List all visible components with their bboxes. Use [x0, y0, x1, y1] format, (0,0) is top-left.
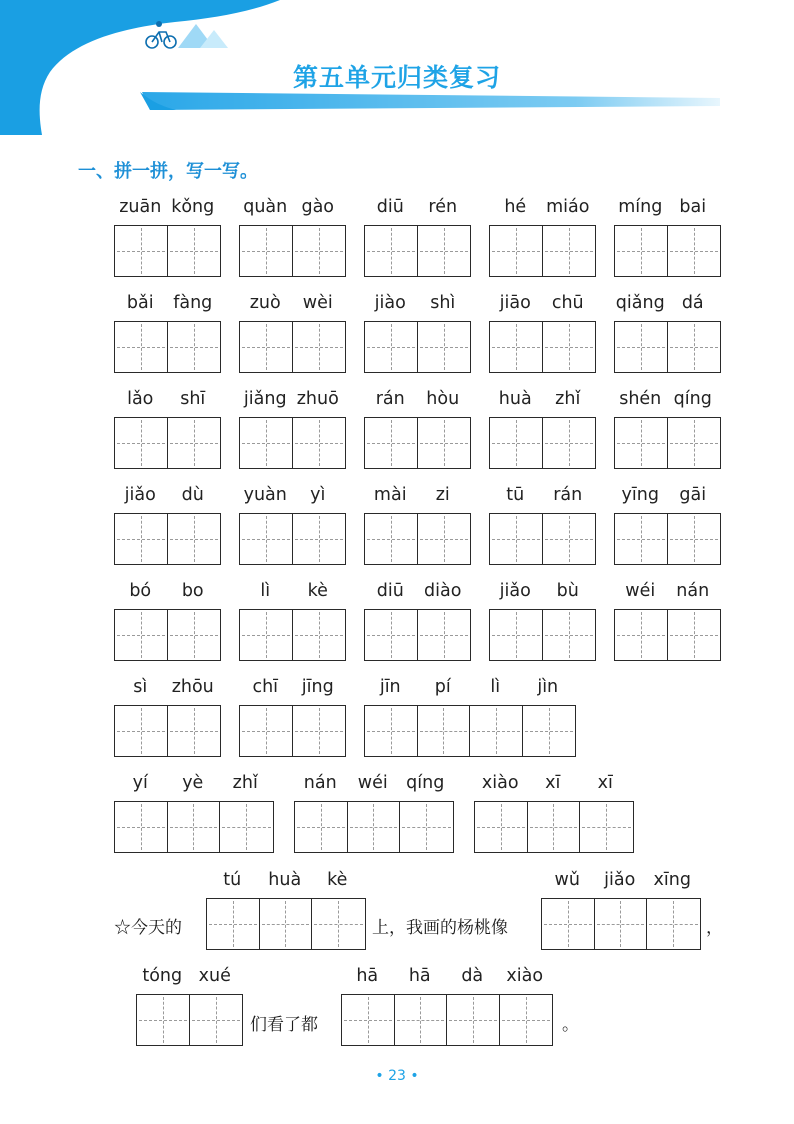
- pinyin-syllable: xué: [198, 966, 231, 986]
- writing-cell[interactable]: [595, 899, 648, 949]
- writing-cell[interactable]: [615, 514, 668, 564]
- pinyin-label: [239, 677, 346, 701]
- writing-cell[interactable]: [240, 418, 293, 468]
- writing-cell[interactable]: [543, 610, 596, 660]
- tian-grid: [114, 609, 221, 661]
- writing-cell[interactable]: [490, 418, 543, 468]
- pinyin-syllable: dà: [461, 966, 484, 986]
- tian-grid: [489, 321, 596, 373]
- pinyin-syllable: bai: [679, 197, 707, 217]
- writing-cell[interactable]: [668, 226, 721, 276]
- writing-cell[interactable]: [365, 322, 418, 372]
- pinyin-syllable: lǎo: [127, 389, 154, 409]
- pinyin-syllable: bù: [556, 581, 579, 601]
- sentence-prefix: ☆今天的: [114, 918, 182, 938]
- pinyin-label: [489, 581, 596, 605]
- pinyin-syllable: zhuō: [296, 389, 339, 409]
- writing-cell[interactable]: [168, 514, 221, 564]
- writing-cell[interactable]: [342, 995, 395, 1045]
- tian-grid: [114, 513, 221, 565]
- exercise-item: [614, 197, 721, 279]
- pinyin-syllable: mài: [373, 485, 407, 505]
- writing-cell[interactable]: [168, 322, 221, 372]
- writing-cell[interactable]: [543, 418, 596, 468]
- pinyin-label: [489, 293, 596, 317]
- pinyin-syllable: nán: [676, 581, 710, 601]
- writing-cell[interactable]: [115, 802, 168, 852]
- pinyin-syllable: yì: [310, 485, 326, 505]
- tian-grid: [114, 705, 221, 757]
- writing-cell[interactable]: [418, 610, 471, 660]
- exercise-item: [364, 389, 471, 471]
- pinyin-syllable: jiǎng: [243, 389, 287, 409]
- pinyin-label: [614, 389, 721, 413]
- writing-cell[interactable]: [668, 514, 721, 564]
- tian-grid: [364, 609, 471, 661]
- writing-cell[interactable]: [543, 514, 596, 564]
- pinyin-label: [114, 197, 221, 221]
- pinyin-label: [489, 197, 596, 221]
- pinyin-syllable: rén: [428, 197, 458, 217]
- tian-grid: [364, 705, 576, 757]
- pinyin-syllable: chī: [252, 677, 279, 697]
- tian-grid: [364, 417, 471, 469]
- writing-cell[interactable]: [295, 802, 348, 852]
- pinyin-syllable: shén: [619, 389, 662, 409]
- writing-cell[interactable]: [418, 706, 471, 756]
- tian-grid: [489, 513, 596, 565]
- pinyin-label: [239, 197, 346, 221]
- tian-grid: [114, 417, 221, 469]
- tian-grid: [489, 417, 596, 469]
- writing-cell[interactable]: [418, 322, 471, 372]
- writing-cell[interactable]: [418, 418, 471, 468]
- exercise-item: [364, 581, 471, 663]
- writing-cell[interactable]: [500, 995, 553, 1045]
- pinyin-syllable: diū: [376, 581, 404, 601]
- pinyin-syllable: dá: [681, 293, 704, 313]
- tian-grid: [294, 801, 454, 853]
- tian-grid: [364, 513, 471, 565]
- writing-cell[interactable]: [365, 610, 418, 660]
- writing-cell[interactable]: [168, 226, 221, 276]
- pinyin-syllable: zuān: [119, 197, 162, 217]
- pinyin-label: [294, 773, 454, 797]
- pinyin-label: [239, 485, 346, 509]
- pinyin-syllable: yí: [132, 773, 148, 793]
- exercise-item: [114, 293, 221, 375]
- pinyin-syllable: gāi: [679, 485, 707, 505]
- tian-grid: [541, 898, 701, 950]
- pinyin-syllable: bǎi: [126, 293, 154, 313]
- writing-cell[interactable]: [365, 706, 418, 756]
- tian-grid: [489, 609, 596, 661]
- pinyin-syllable: shī: [180, 389, 206, 409]
- exercise-item: [294, 773, 454, 855]
- pinyin-syllable: kè: [327, 870, 348, 890]
- pinyin-syllable: rán: [553, 485, 583, 505]
- writing-cell[interactable]: [137, 995, 190, 1045]
- pinyin-syllable: wǔ: [554, 870, 580, 890]
- exercise-item: [114, 485, 221, 567]
- writing-cell[interactable]: [115, 226, 168, 276]
- pinyin-syllable: míng: [618, 197, 663, 217]
- exercise-item: [489, 293, 596, 375]
- writing-cell[interactable]: [615, 418, 668, 468]
- writing-cell[interactable]: [293, 322, 346, 372]
- writing-cell[interactable]: [312, 899, 365, 949]
- writing-cell[interactable]: [293, 514, 346, 564]
- writing-cell[interactable]: [418, 514, 471, 564]
- writing-cell[interactable]: [115, 514, 168, 564]
- pinyin-label: [114, 293, 221, 317]
- pinyin-label: [364, 485, 471, 509]
- tian-grid: [239, 609, 346, 661]
- tian-grid: [614, 609, 721, 661]
- writing-cell[interactable]: [220, 802, 273, 852]
- exercise-item: [239, 389, 346, 471]
- tian-grid: [474, 801, 634, 853]
- writing-cell[interactable]: [400, 802, 453, 852]
- pinyin-label: [239, 293, 346, 317]
- pinyin-label: [114, 581, 221, 605]
- pinyin-syllable: tū: [506, 485, 525, 505]
- writing-cell[interactable]: [115, 706, 168, 756]
- pinyin-syllable: hòu: [426, 389, 460, 409]
- exercise-item: [239, 197, 346, 279]
- exercise-item: [114, 197, 221, 279]
- writing-cell[interactable]: [543, 322, 596, 372]
- pinyin-label: [614, 293, 721, 317]
- writing-cell[interactable]: [240, 706, 293, 756]
- tian-grid: [614, 513, 721, 565]
- writing-cell[interactable]: [190, 995, 243, 1045]
- tian-grid: [239, 321, 346, 373]
- tian-grid: [364, 225, 471, 277]
- pinyin-label: [114, 485, 221, 509]
- pinyin-syllable: fàng: [173, 293, 213, 313]
- pinyin-syllable: jīng: [301, 677, 334, 697]
- exercise-item: [114, 677, 221, 759]
- writing-cell[interactable]: [615, 226, 668, 276]
- exercise-item: [614, 293, 721, 375]
- pinyin-syllable: jiào: [374, 293, 406, 313]
- writing-cell[interactable]: [240, 322, 293, 372]
- writing-cell[interactable]: [168, 418, 221, 468]
- exercise-item: [474, 773, 634, 855]
- exercise-item: [341, 966, 553, 1048]
- pinyin-syllable: wèi: [302, 293, 333, 313]
- writing-cell[interactable]: [475, 802, 528, 852]
- section-heading: 一、拼一拼，写一写。: [78, 161, 258, 182]
- pinyin-syllable: zhǐ: [232, 773, 258, 793]
- writing-cell[interactable]: [115, 418, 168, 468]
- exercise-item: [239, 293, 346, 375]
- pinyin-syllable: nán: [303, 773, 337, 793]
- pinyin-syllable: miáo: [546, 197, 590, 217]
- pinyin-label: [364, 197, 471, 221]
- pinyin-label: [364, 581, 471, 605]
- writing-cell[interactable]: [240, 610, 293, 660]
- exercise-item: [489, 581, 596, 663]
- pinyin-syllable: wéi: [625, 581, 656, 601]
- pinyin-syllable: kè: [307, 581, 328, 601]
- exercise-item: [239, 677, 346, 759]
- pinyin-syllable: yuàn: [243, 485, 287, 505]
- sentence-before-last: 们看了都: [250, 1015, 318, 1035]
- exercise-item: [206, 870, 366, 952]
- writing-cell[interactable]: [395, 995, 448, 1045]
- sentence-period: 。: [562, 1015, 579, 1035]
- pinyin-syllable: jiāo: [499, 293, 531, 313]
- writing-cell[interactable]: [365, 418, 418, 468]
- pinyin-syllable: hā: [356, 966, 379, 986]
- tian-grid: [341, 994, 553, 1046]
- writing-cell[interactable]: [260, 899, 313, 949]
- pinyin-syllable: qiǎng: [615, 293, 665, 313]
- pinyin-syllable: lì: [490, 677, 501, 697]
- pinyin-syllable: xī: [545, 773, 561, 793]
- writing-cell[interactable]: [365, 514, 418, 564]
- tian-grid: [614, 321, 721, 373]
- exercise-item: [239, 485, 346, 567]
- exercise-item: [364, 293, 471, 375]
- pinyin-syllable: tú: [223, 870, 242, 890]
- writing-cell[interactable]: [543, 226, 596, 276]
- pinyin-syllable: quàn: [243, 197, 288, 217]
- pinyin-syllable: xiào: [506, 966, 544, 986]
- writing-cell[interactable]: [348, 802, 401, 852]
- writing-cell[interactable]: [207, 899, 260, 949]
- pinyin-syllable: jìn: [537, 677, 559, 697]
- exercise-item: [364, 197, 471, 279]
- writing-cell[interactable]: [365, 226, 418, 276]
- exercise-item: [614, 581, 721, 663]
- tian-grid: [489, 225, 596, 277]
- pinyin-syllable: qíng: [406, 773, 445, 793]
- pinyin-syllable: kǒng: [171, 197, 215, 217]
- pinyin-syllable: hā: [408, 966, 431, 986]
- pinyin-syllable: pí: [434, 677, 451, 697]
- tian-grid: [239, 225, 346, 277]
- exercise-item: [614, 389, 721, 471]
- writing-cell[interactable]: [615, 322, 668, 372]
- pinyin-syllable: lì: [260, 581, 271, 601]
- pinyin-label: [341, 966, 553, 990]
- pinyin-label: [614, 197, 721, 221]
- pinyin-label: [364, 677, 576, 701]
- pinyin-syllable: zi: [435, 485, 450, 505]
- writing-cell[interactable]: [490, 514, 543, 564]
- writing-cell[interactable]: [580, 802, 633, 852]
- tian-grid: [114, 801, 274, 853]
- writing-cell[interactable]: [293, 226, 346, 276]
- pinyin-syllable: zuò: [249, 293, 281, 313]
- pinyin-syllable: xī: [597, 773, 613, 793]
- pinyin-syllable: wéi: [357, 773, 388, 793]
- tian-grid: [239, 705, 346, 757]
- pinyin-label: [614, 581, 721, 605]
- writing-cell[interactable]: [168, 706, 221, 756]
- exercise-item: [239, 581, 346, 663]
- pinyin-syllable: jiǎo: [124, 485, 156, 505]
- tian-grid: [614, 225, 721, 277]
- exercise-item: [614, 485, 721, 567]
- pinyin-syllable: zhǐ: [555, 389, 581, 409]
- exercise-item: [364, 485, 471, 567]
- writing-cell[interactable]: [647, 899, 700, 949]
- writing-cell[interactable]: [293, 706, 346, 756]
- writing-cell[interactable]: [115, 322, 168, 372]
- pinyin-syllable: yīng: [621, 485, 659, 505]
- page-title: 第五单元归类复习: [292, 63, 501, 92]
- pinyin-syllable: bó: [129, 581, 152, 601]
- pinyin-syllable: bo: [181, 581, 204, 601]
- pinyin-label: [136, 966, 243, 990]
- writing-cell[interactable]: [293, 418, 346, 468]
- pinyin-label: [114, 389, 221, 413]
- exercise-item: [114, 773, 274, 855]
- exercise-item: [114, 581, 221, 663]
- pinyin-label: [239, 581, 346, 605]
- exercise-item: [114, 389, 221, 471]
- page-number: • 23 •: [375, 1068, 419, 1084]
- pinyin-syllable: jiǎo: [604, 870, 636, 890]
- tian-grid: [614, 417, 721, 469]
- writing-cell[interactable]: [615, 610, 668, 660]
- pinyin-syllable: xiào: [481, 773, 519, 793]
- exercise-item: [364, 677, 576, 759]
- writing-cell[interactable]: [418, 226, 471, 276]
- pinyin-syllable: rán: [375, 389, 405, 409]
- pinyin-syllable: zhōu: [171, 677, 214, 697]
- writing-cell[interactable]: [490, 610, 543, 660]
- pinyin-syllable: qíng: [673, 389, 712, 409]
- tian-grid: [239, 513, 346, 565]
- pinyin-syllable: jīn: [379, 677, 401, 697]
- pinyin-label: [206, 870, 366, 894]
- pinyin-syllable: diào: [424, 581, 462, 601]
- sentence-comma: ，: [706, 918, 723, 938]
- writing-cell[interactable]: [240, 514, 293, 564]
- pinyin-label: [489, 485, 596, 509]
- exercise-item: [489, 485, 596, 567]
- writing-cell[interactable]: [490, 226, 543, 276]
- tian-grid: [114, 225, 221, 277]
- tian-grid: [114, 321, 221, 373]
- writing-cell[interactable]: [470, 706, 523, 756]
- pinyin-syllable: xīng: [653, 870, 691, 890]
- exercise-item: [541, 870, 701, 952]
- sentence-middle: 上，我画的杨桃像: [372, 918, 508, 938]
- pinyin-syllable: huà: [498, 389, 532, 409]
- pinyin-syllable: shì: [430, 293, 456, 313]
- writing-cell[interactable]: [668, 322, 721, 372]
- pinyin-label: [114, 677, 221, 701]
- pinyin-syllable: sì: [133, 677, 148, 697]
- pinyin-label: [114, 773, 274, 797]
- writing-cell[interactable]: [668, 418, 721, 468]
- writing-cell[interactable]: [240, 226, 293, 276]
- tian-grid: [206, 898, 366, 950]
- pinyin-syllable: gào: [301, 197, 335, 217]
- writing-cell[interactable]: [447, 995, 500, 1045]
- pinyin-syllable: chū: [551, 293, 584, 313]
- pinyin-label: [614, 485, 721, 509]
- pinyin-syllable: jiǎo: [499, 581, 531, 601]
- tian-grid: [136, 994, 243, 1046]
- writing-cell[interactable]: [168, 610, 221, 660]
- writing-cell[interactable]: [168, 802, 221, 852]
- pinyin-syllable: tóng: [142, 966, 183, 986]
- pinyin-label: [239, 389, 346, 413]
- writing-cell[interactable]: [293, 610, 346, 660]
- writing-cell[interactable]: [528, 802, 581, 852]
- pinyin-label: [541, 870, 701, 894]
- pinyin-syllable: dù: [181, 485, 204, 505]
- pinyin-syllable: diū: [376, 197, 404, 217]
- writing-cell[interactable]: [668, 610, 721, 660]
- pinyin-label: [364, 293, 471, 317]
- pinyin-label: [364, 389, 471, 413]
- exercise-item: [489, 389, 596, 471]
- tian-grid: [239, 417, 346, 469]
- pinyin-syllable: yè: [182, 773, 204, 793]
- writing-cell[interactable]: [115, 610, 168, 660]
- pinyin-label: [489, 389, 596, 413]
- exercise-item: [136, 966, 243, 1048]
- exercise-item: [489, 197, 596, 279]
- tian-grid: [364, 321, 471, 373]
- pinyin-syllable: hé: [504, 197, 527, 217]
- pinyin-label: [474, 773, 634, 797]
- pinyin-syllable: huà: [268, 870, 302, 890]
- writing-cell[interactable]: [542, 899, 595, 949]
- writing-cell[interactable]: [523, 706, 576, 756]
- writing-cell[interactable]: [490, 322, 543, 372]
